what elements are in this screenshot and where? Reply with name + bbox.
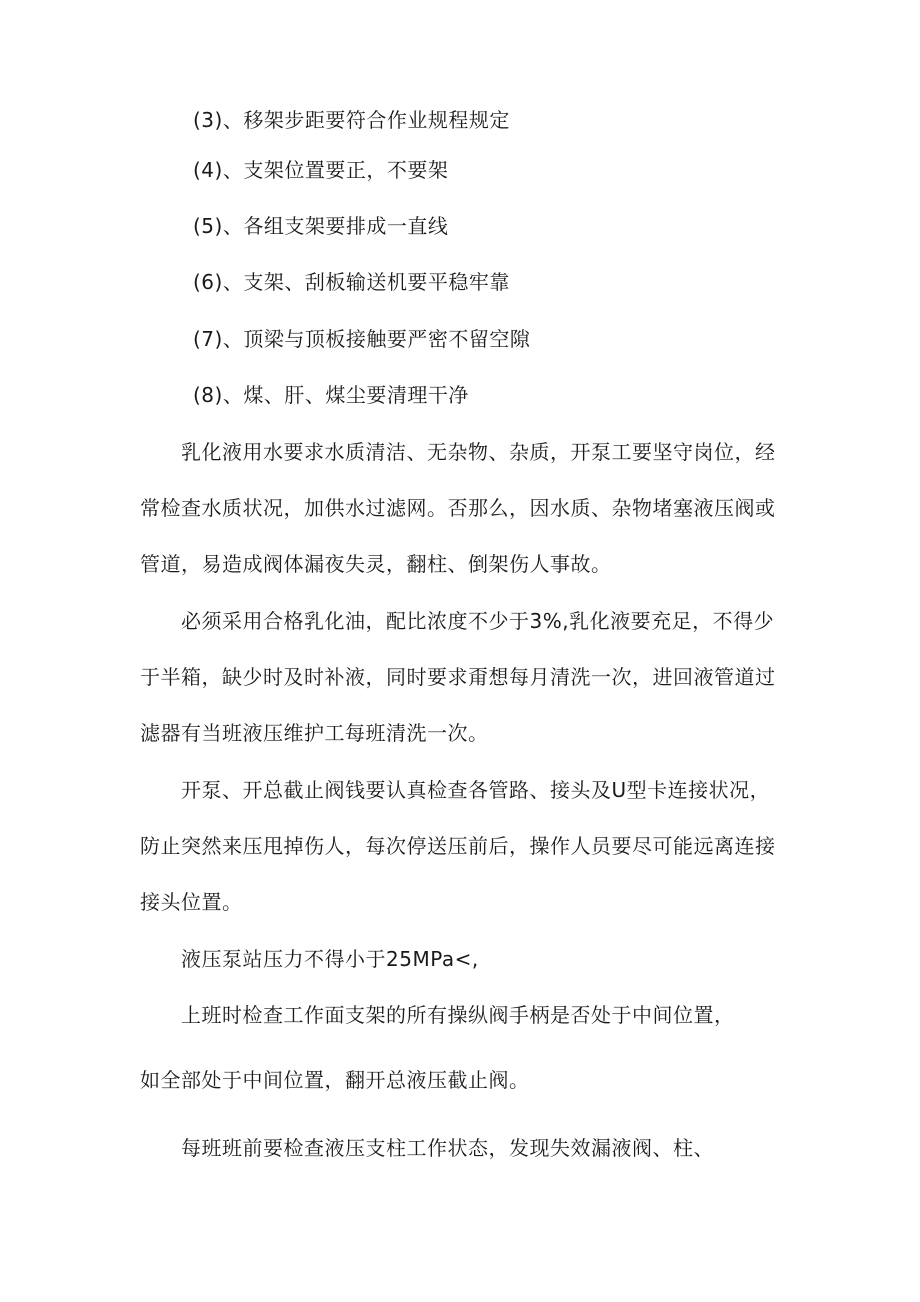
- list-item-7: (7)、顶梁与顶板接触要严密不留空隙: [193, 327, 531, 351]
- paragraph-5-line-2: 如全部处于中间位置，翻开总液压截止阀。: [140, 1068, 530, 1092]
- paragraph-2-line-3: 滤器有当班液压维护工每班清洗一次。: [140, 721, 489, 745]
- list-item-4: (4)、支架位置要正，不要架: [193, 158, 449, 182]
- paragraph-3-line-1: 开泵、开总截止阀钱要认真检查各管路、接头及U型卡连接状况，: [181, 778, 771, 802]
- paragraph-1-line-3: 管道，易造成阀体漏夜失灵，翻柱、倒架伤人事故。: [140, 552, 612, 576]
- paragraph-2-line-1: 必须采用合格乳化油，配比浓度不少于3%,乳化液要充足，不得少: [181, 609, 775, 633]
- paragraph-1-line-2: 常检查水质状况，加供水过滤网。否那么，因水质、杂物堵塞液压阀或: [140, 496, 776, 520]
- list-item-6: (6)、支架、刮板输送机要平稳牢靠: [193, 270, 510, 294]
- paragraph-3-line-3: 接头位置。: [140, 890, 243, 914]
- list-item-5: (5)、各组支架要排成一直线: [193, 214, 449, 238]
- list-item-3: (3)、移架步距要符合作业规程规定: [193, 108, 510, 132]
- paragraph-3-line-2: 防止突然来压甩掉伤人，每次停送压前后，操作人员要尽可能远离连接: [140, 834, 776, 858]
- list-item-8: (8)、煤、肝、煤尘要清理干净: [193, 383, 469, 407]
- paragraph-5-line-1: 上班时检查工作面支架的所有操纵阀手柄是否处于中间位置，: [181, 1003, 735, 1027]
- paragraph-4-line-1: 液压泵站压力不得小于25MPa<,: [181, 947, 479, 971]
- paragraph-1-line-1: 乳化液用水要求水质清洁、无杂物、杂质，开泵工要坚守岗位，经: [181, 440, 776, 464]
- paragraph-6-line-1: 每班班前要检查液压支柱工作状态，发现失效漏液阀、柱、: [181, 1136, 714, 1160]
- paragraph-2-line-2: 于半箱，缺少时及时补液，同时要求甭想每月清洗一次，进回液管道过: [140, 665, 776, 689]
